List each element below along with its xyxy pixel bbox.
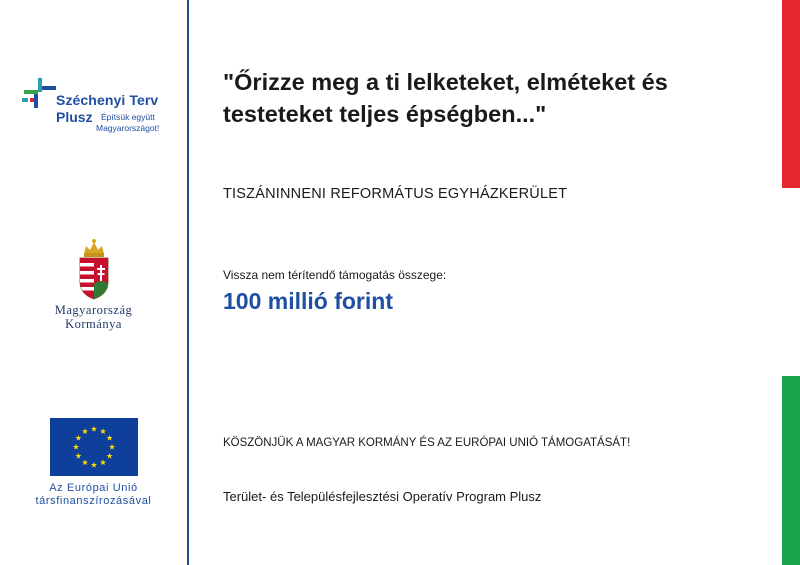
szechenyi-tagline-1: Építsük együtt <box>101 112 155 122</box>
operational-program-name: Terület- és Településfejlesztési Operatív Program Plusz <box>223 489 542 504</box>
vertical-divider <box>187 0 189 565</box>
grant-amount-label: Vissza nem térítendő támogatás összege: <box>223 268 447 282</box>
flag-green-stripe <box>782 376 800 565</box>
eu-cofinanced-line-1: Az Európai Unió <box>49 482 138 494</box>
grant-amount-value: 100 millió forint <box>223 288 393 314</box>
eu-cofinanced-line-2: társfinanszírozásával <box>35 495 152 507</box>
hungarian-coat-of-arms-icon <box>76 238 112 300</box>
szechenyi-title: Széchenyi Terv <box>56 92 159 108</box>
szechenyi-plus: Plusz <box>56 109 93 125</box>
szechenyi-tagline-2: Magyarországot! <box>96 123 160 133</box>
beneficiary-organization: TISZÁNINNENI REFORMÁTUS EGYHÁZKERÜLET <box>223 186 568 202</box>
thanks-statement: KÖSZÖNJÜK A MAGYAR KORMÁNY ÉS AZ EURÓPAI UNIÓ TÁMOGATÁSÁT! <box>223 437 631 449</box>
project-quote: "Őrizze meg a ti lelketeket, elméteket és testeteket teljes épségben..." <box>223 69 668 127</box>
eu-flag-icon <box>50 418 138 476</box>
logo-sidebar <box>0 0 187 565</box>
szechenyi-terv-logo <box>20 74 180 138</box>
flag-red-stripe <box>782 0 800 188</box>
szechenyi-cross-icon <box>20 76 60 116</box>
government-name-line-1: Magyarország <box>54 303 133 317</box>
government-name-line-2: Kormánya <box>65 317 122 331</box>
